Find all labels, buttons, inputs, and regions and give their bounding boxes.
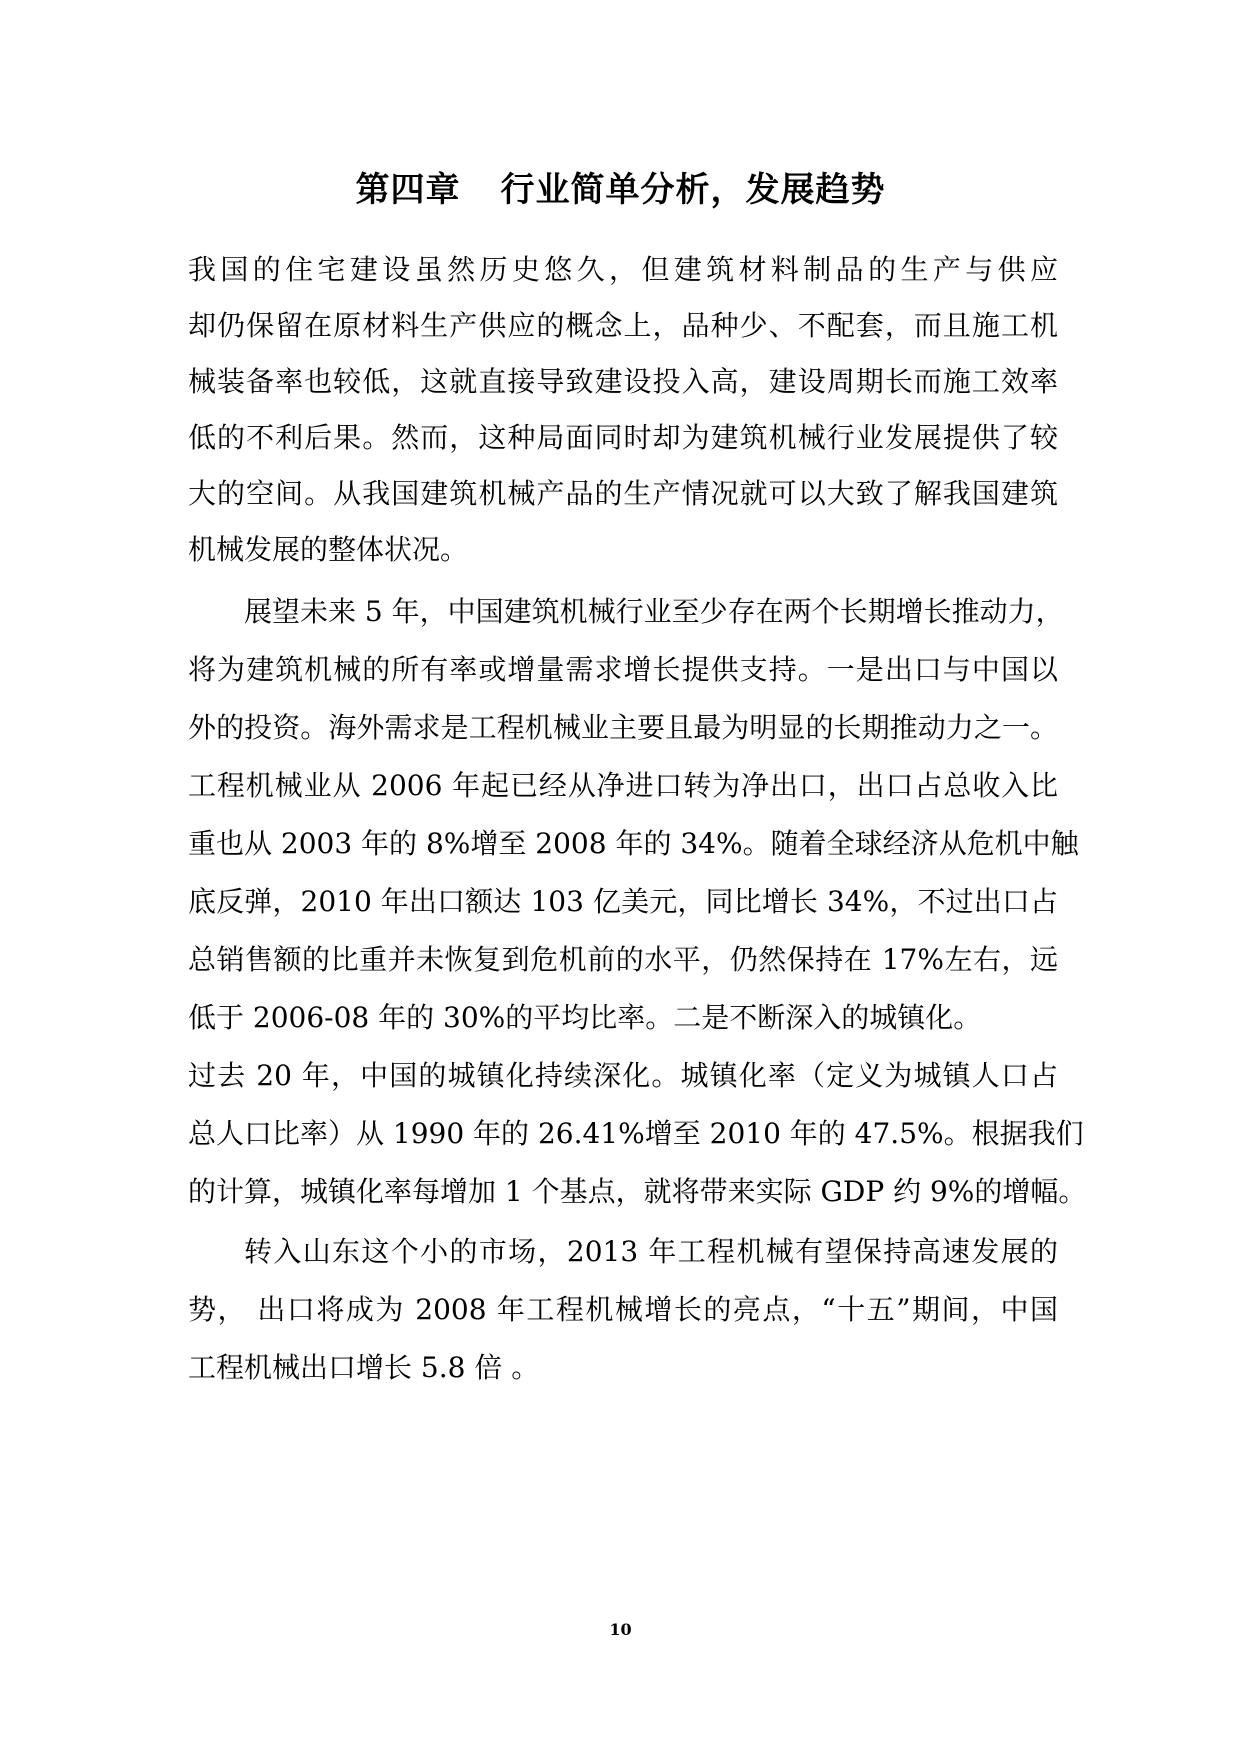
paragraph-line: 工程机械出口增长 5.8 倍 。 xyxy=(188,1351,540,1384)
paragraph-line: 总销售额的比重并未恢复到危机前的水平，仍然保持在 17%左右，远 xyxy=(188,943,1058,976)
paragraph-line: 将为建筑机械的所有率或增量需求增长提供支持。一是出口与中国以 xyxy=(188,653,1058,686)
paragraph-line: 低的不利后果。然而，这种局面同时却为建筑机械行业发展提供了较 xyxy=(188,421,1058,454)
paragraph-line: 底反弹，2010 年出口额达 103 亿美元，同比增长 34%，不过出口占 xyxy=(188,885,1058,918)
paragraph-line: 展望未来 5 年，中国建筑机械行业至少存在两个长期增长推动力， xyxy=(244,595,1064,628)
chapter-title xyxy=(0,168,1241,212)
paragraph-line: 总人口比率）从 1990 年的 26.41%增至 2010 年的 47.5%。根据我们 xyxy=(188,1117,1084,1150)
chapter-number: 第四章 xyxy=(355,170,461,210)
paragraph-line: 重也从 2003 年的 8%增至 2008 年的 34%。随着全球经济从危机中触 xyxy=(188,827,1079,860)
paragraph-line: 转入山东这个小的市场，2013 年工程机械有望保持高速发展的 xyxy=(244,1235,1058,1268)
paragraph-line: 大的空间。从我国建筑机械产品的生产情况就可以大致了解我国建筑 xyxy=(188,477,1058,510)
paragraph-line: 工程机械业从 2006 年起已经从净进口转为净出口，出口占总收入比 xyxy=(188,769,1058,802)
paragraph-line: 过去 20 年，中国的城镇化持续深化。城镇化率（定义为城镇人口占 xyxy=(188,1059,1058,1092)
paragraph-line: 低于 2006-08 年的 30%的平均比率。二是不断深入的城镇化。 xyxy=(188,1001,982,1034)
paragraph-line: 却仍保留在原材料生产供应的概念上，品种少、不配套，而且施工机 xyxy=(188,309,1058,342)
page-number: 10 xyxy=(609,1620,632,1639)
paragraph-line: 械装备率也较低，这就直接导致建设投入高，建设周期长而施工效率 xyxy=(188,365,1058,398)
paragraph-line: 外的投资。海外需求是工程机械业主要且最为明显的长期推动力之一。 xyxy=(188,711,1058,744)
paragraph-line: 机械发展的整体状况。 xyxy=(188,533,469,566)
paragraph-line: 的计算，城镇化率每增加 1 个基点，就将带来实际 GDP 约 9%的增幅。 xyxy=(188,1175,1087,1208)
chapter-heading: 行业简单分析，发展趋势 xyxy=(500,170,886,210)
paragraph-line: 我国的住宅建设虽然历史悠久，但建筑材料制品的生产与供应 xyxy=(188,253,1058,286)
paragraph-line: 势， 出口将成为 2008 年工程机械增长的亮点，“十五”期间，中国 xyxy=(188,1293,1058,1326)
